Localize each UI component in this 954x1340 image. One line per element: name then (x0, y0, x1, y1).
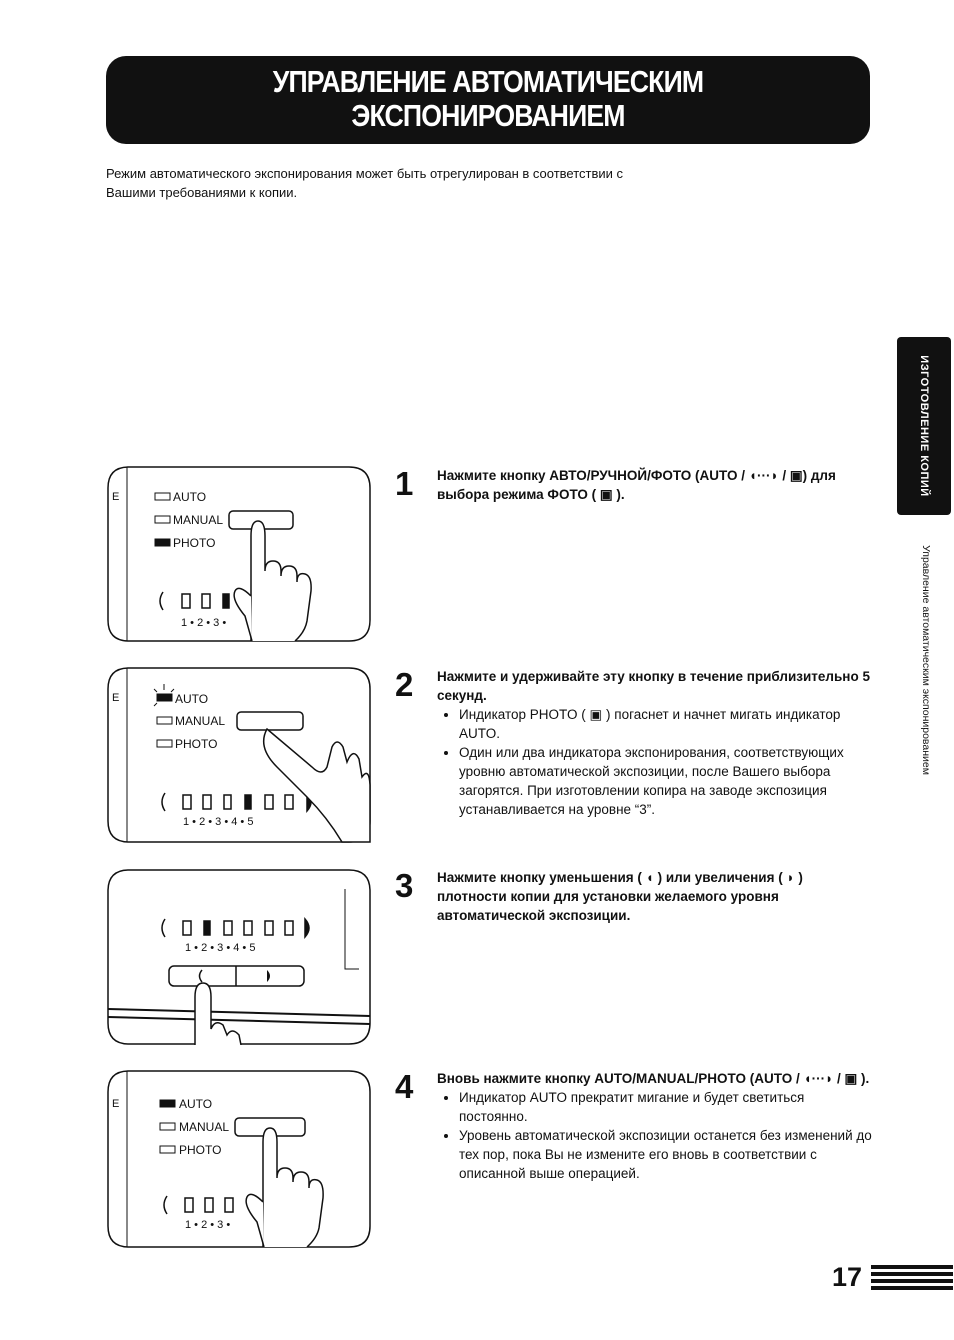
step-instruction: Нажмите и удерживайте эту кнопку в течение приблизительно 5 секунд. (437, 669, 870, 703)
section-subtitle (916, 525, 936, 795)
step-number: 3 (395, 867, 414, 904)
mode-button (237, 712, 303, 730)
step-instruction: Вновь нажмите кнопку AUTO/MANUAL/PHOTO (AUTO / ◖···◗ / ▣ ). (437, 1071, 870, 1086)
scale-label: 1 • 2 • 3 • (181, 617, 227, 629)
illustration-step-2 (107, 667, 371, 843)
photo-label: PHOTO (173, 536, 216, 550)
step-number: 2 (395, 666, 414, 703)
illustration-step-1 (107, 466, 371, 642)
intro-paragraph: Режим автоматического экспонирования может быть отрегулирован в соответствии с Вашими требованиями к копии. (106, 166, 624, 200)
scale-label: 1 • 2 • 3 • 4 • 5 (183, 816, 254, 828)
auto-label: AUTO (175, 692, 209, 706)
step-4 (395, 1069, 875, 1183)
manual-label: MANUAL (173, 513, 224, 527)
illustration-step-3 (107, 869, 371, 1045)
auto-label: AUTO (179, 1097, 213, 1111)
e-label: E (112, 491, 120, 503)
step-number: 4 (395, 1068, 414, 1105)
e-label: E (112, 1098, 120, 1110)
step-3 (395, 868, 875, 925)
photo-label: PHOTO (179, 1143, 222, 1157)
step-bullet: • Индикатор AUTO прекратит мигание и будет светиться постоянно. (459, 1088, 875, 1126)
e-label: E (112, 692, 120, 704)
step-bullet: • Уровень автоматической экспозиции останется без изменений до тех пор, пока Вы не измените его вновь в соответствии с описанной выше операцией. (459, 1126, 875, 1183)
section-tab (897, 337, 951, 515)
page-number-rule (871, 1265, 953, 1291)
manual-label: MANUAL (175, 714, 226, 728)
step-bullet: • Индикатор PHOTO ( ▣ ) погаснет и начнет мигать индикатор AUTO. (459, 705, 875, 743)
auto-label: AUTO (173, 490, 207, 504)
manual-label: MANUAL (179, 1120, 230, 1134)
step-1 (395, 466, 875, 504)
scale-label: 1 • 2 • 3 • (185, 1219, 231, 1231)
section-subtitle-label: Управление автоматическим экспонированием (920, 545, 932, 775)
step-instruction: Нажмите кнопку АВТО/РУЧНОЙ/ФОТО (AUTO / ◖···◗ / ▣) для выбора режима ФОТО ( ▣ ). (437, 468, 836, 502)
step-instruction: Нажмите кнопку уменьшения ( ◖ ) или увеличения ( ◗ ) плотности копии для установки желаемого уровня автоматической экспозиции. (437, 870, 803, 923)
title-line-2: ЭКСПОНИРОВАНИЕМ (351, 98, 625, 133)
page-title (106, 56, 870, 144)
step-2 (395, 667, 875, 819)
scale-label: 1 • 2 • 3 • 4 • 5 (185, 942, 256, 954)
step-number: 1 (395, 465, 414, 502)
photo-label: PHOTO (175, 737, 218, 751)
illustration-step-4 (107, 1070, 371, 1248)
title-line-1: УПРАВЛЕНИЕ АВТОМАТИЧЕСКИМ (272, 64, 704, 99)
step-bullet: • Один или два индикатора экспонирования, соответствующих уровню автоматической экспозиции, после Вашего выбора загорятся. При изготовлении копира на заводе экспозиция устанавливается на уровне “3”. (459, 743, 875, 819)
page-number: 17 (832, 1262, 863, 1292)
section-tab-label: ИЗГОТОВЛЕНИЕ КОПИЙ (918, 355, 930, 497)
